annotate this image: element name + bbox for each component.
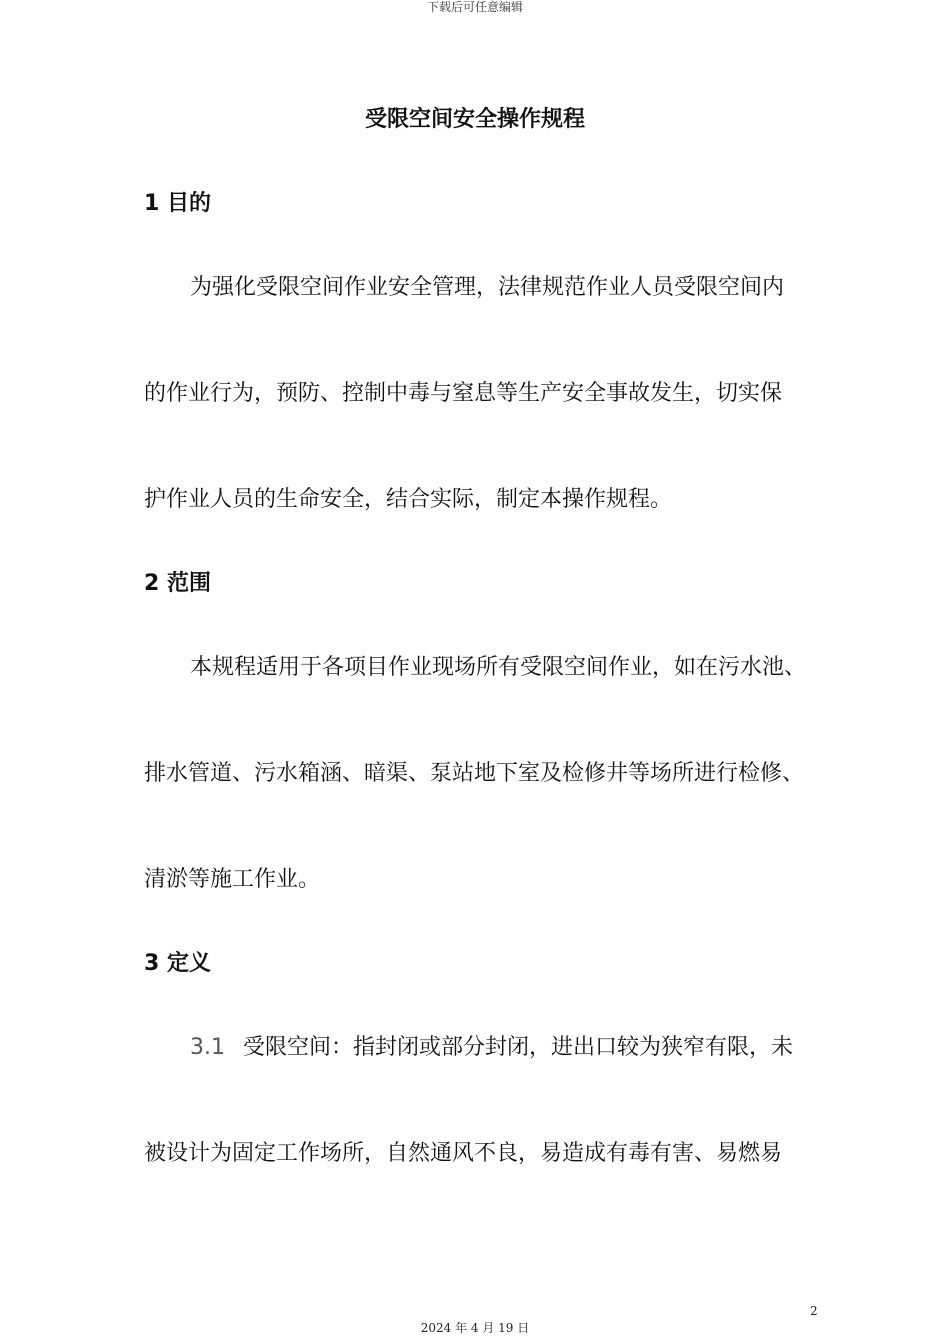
paragraph-line: 护作业人员的生命安全，结合实际，制定本操作规程。 [144, 487, 673, 512]
section-heading-definitions: 3 定义 [144, 951, 211, 976]
paragraph-line: 清淤等施工作业。 [144, 867, 321, 892]
clause-text: 受限空间：指封闭或部分封闭，进出口较为狭窄有限，未 [243, 1035, 794, 1060]
clause-number: 3.1 [190, 1035, 225, 1060]
page-footer-date: 2024 年 4 月 19 日 [420, 1321, 530, 1335]
paragraph-line: 被设计为固定工作场所，自然通风不良，易造成有毒有害、易燃易 [144, 1141, 783, 1166]
clause-line [190, 1034, 793, 1062]
paragraph-line: 本规程适用于各项目作业现场所有受限空间作业，如在污水池、 [190, 655, 807, 680]
paragraph-line: 排水管道、污水箱涵、暗渠、泵站地下室及检修井等场所进行检修、 [144, 761, 805, 786]
section-heading-purpose: 1 目的 [144, 191, 211, 216]
page-header: 下载后可任意编辑 [426, 0, 523, 14]
section-heading-scope: 2 范围 [144, 571, 211, 596]
paragraph-line: 的作业行为，预防、控制中毒与窒息等生产安全事故发生，切实保 [144, 381, 783, 406]
paragraph-line: 为强化受限空间作业安全管理，法律规范作业人员受限空间内 [190, 275, 785, 300]
page-number: 2 [810, 1304, 818, 1318]
document-title: 受限空间安全操作规程 [364, 107, 585, 132]
